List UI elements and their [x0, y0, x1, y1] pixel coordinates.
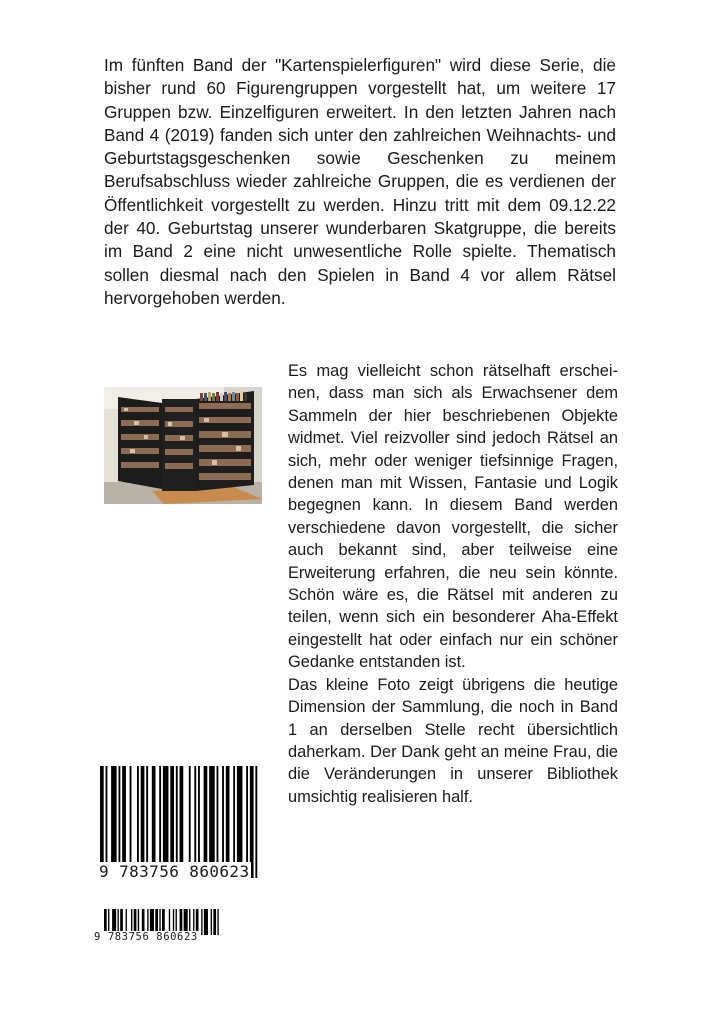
- isbn-digits-large: 9 783756 860623: [99, 862, 250, 881]
- isbn-digits-small: 9 783756 860623: [94, 931, 198, 943]
- collection-photo: [104, 387, 262, 504]
- description-paragraph-2: Das kleine Foto zeigt übrigens die heutige Dimension der Sammlung, die noch in Band 1 an derselben Stelle recht übersichtlich daherkam. Der Dank geht an meine Frau, die die Veränderungen in unserer Bibliothek umsichtig realisieren half.: [288, 675, 618, 806]
- intro-text-block: [104, 54, 616, 310]
- description-text-block: [288, 360, 618, 808]
- intro-paragraph: Im fünften Band der "Kartenspielerfiguren" wird diese Serie, die bisher rund 60 Figurengruppen vorgestellt hat, um weitere 17 Gruppen bzw. Einzelfiguren erweitert. In den letzten Jahren nach Band 4 (2019) fanden sich unter den zahlreichen Weihnachts- und Geburtstagsgeschenken sowie Geschenken zu meinem Berufsabschluss wieder zahlreiche Gruppen, die es verdienen der Öffentlichkeit vorgestellt zu werden. Hinzu tritt mit dem 09.12.22 der 40. Geburtstag unserer wunderbaren Skatgruppe, die bereits im Band 2 eine nicht unwesentliche Rolle spielte. Thematisch sollen diesmal nach den Spielen in Band 4 vor allem Rätsel hervorgehoben werden.: [104, 55, 616, 308]
- isbn-number-large: [98, 862, 264, 881]
- description-paragraph-1: Es mag vielleicht schon rätselhaft erscheinen, dass man sich als Erwachsener dem Sammeln der hier beschriebenen Objekte widmet. Viel reizvoller sind jedoch Rätsel an sich, mehr oder weniger tiefsinnige Fragen, denen man mit Wissen, Fantasie und Logik begegnen kann. In diesem Band werden verschiedene davon vorgestellt, die sicher auch bekannt sind, aber teilweise eine Erweiterung erfahren, die neu sein könnte. Schön wäre es, die Rätsel mit anderen zu teilen, wenn sich ein besonderer Aha-Effekt eingestellt hat oder einfach nur ein schöner Gedanke entstanden ist.: [288, 362, 618, 672]
- bookcase-photo-drawing: [104, 387, 262, 504]
- isbn-number-small: [93, 931, 233, 943]
